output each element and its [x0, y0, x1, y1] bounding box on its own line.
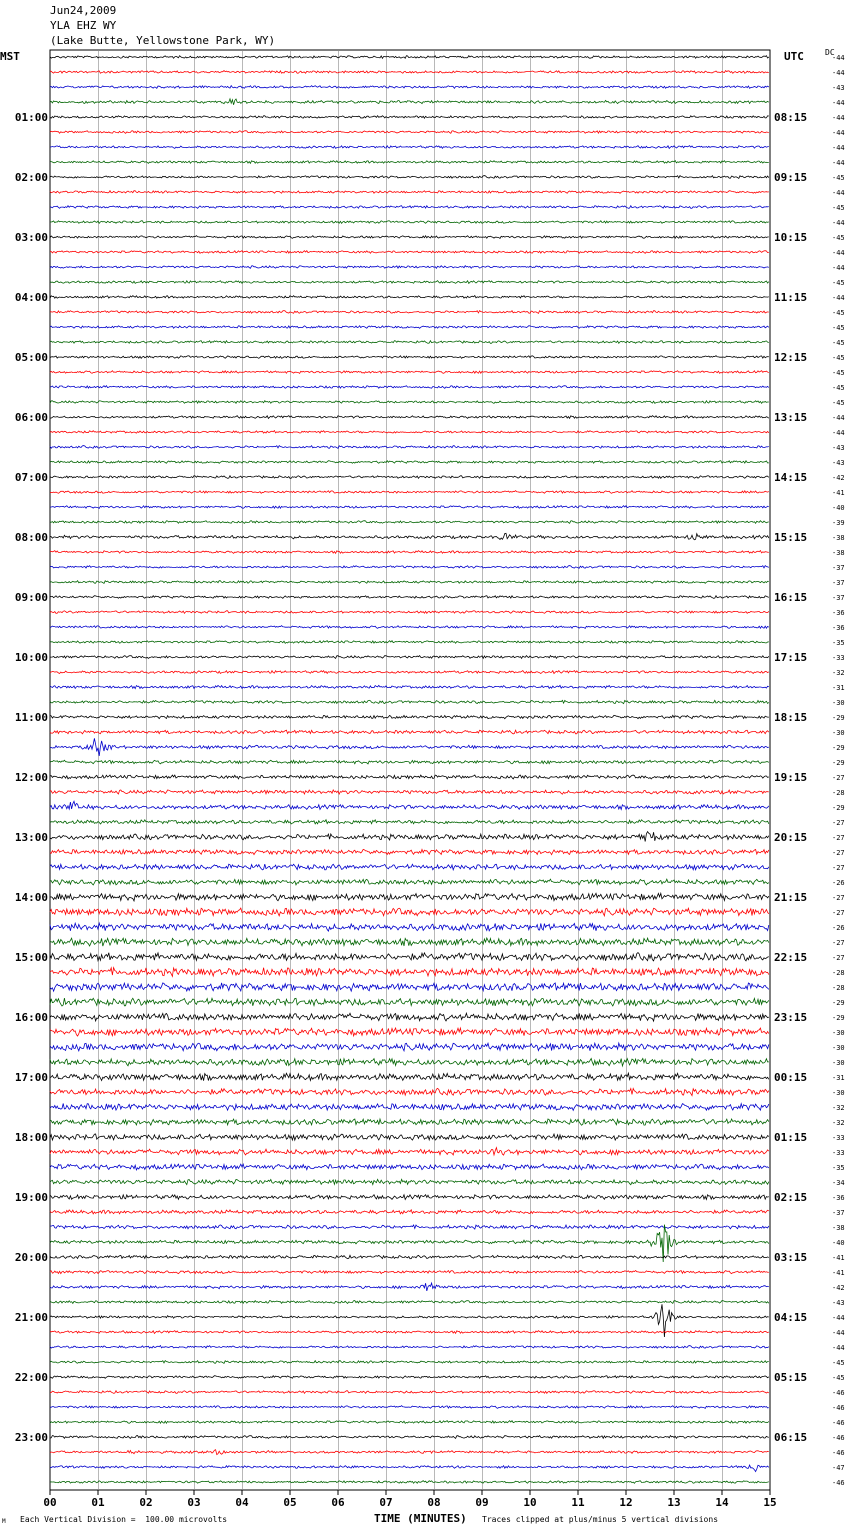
dc-offset-label: -31 [832, 684, 845, 692]
mst-hour-label: 19:00 [14, 1191, 48, 1204]
utc-hour-label: 15:15 [774, 531, 808, 544]
trace-line [50, 1406, 769, 1409]
trace-line [50, 801, 769, 809]
dc-offset-label: -36 [832, 1194, 845, 1202]
trace-line [50, 56, 769, 59]
dc-offset-label: -32 [832, 1104, 845, 1112]
trace-line [50, 71, 769, 74]
trace-line [50, 521, 769, 524]
dc-offset-label: -27 [832, 909, 845, 917]
dc-offset-label: -44 [832, 264, 845, 272]
mst-hour-label: 13:00 [14, 831, 48, 844]
mst-hour-label: 06:00 [14, 411, 48, 424]
trace-line [50, 1465, 769, 1472]
trace-line [50, 775, 769, 779]
dc-offset-label: -32 [832, 669, 845, 677]
dc-offset-label: -33 [832, 1134, 845, 1142]
trace-line [50, 760, 769, 764]
dc-offset-label: -43 [832, 444, 845, 452]
dc-offset-label: -40 [832, 1239, 845, 1247]
trace-line [50, 86, 769, 89]
trace-line [50, 923, 769, 931]
utc-label: UTC [784, 50, 804, 63]
dc-offset-label: -47 [832, 1464, 845, 1472]
dc-offset-label: -44 [832, 189, 845, 197]
dc-offset-label: -26 [832, 879, 845, 887]
trace-line [50, 431, 769, 434]
dc-offset-label: -44 [832, 144, 845, 152]
trace-line [50, 401, 769, 404]
utc-hour-label: 04:15 [774, 1311, 808, 1324]
trace-line [50, 1481, 769, 1484]
dc-offset-label: -44 [832, 414, 845, 422]
mst-hour-label: 02:00 [14, 171, 48, 184]
trace-line [50, 715, 769, 718]
trace-line [50, 1436, 769, 1439]
mst-hour-label: 18:00 [14, 1131, 48, 1144]
trace-line [50, 968, 769, 977]
trace-line [50, 191, 769, 194]
utc-hour-label: 10:15 [774, 231, 808, 244]
dc-offset-label: -44 [832, 69, 845, 77]
dc-offset-label: -34 [832, 1179, 845, 1187]
dc-offset-label: -35 [832, 639, 845, 647]
mst-hour-label: 05:00 [14, 351, 48, 364]
x-tick-label: 08 [427, 1496, 441, 1509]
trace-line [50, 938, 769, 946]
mst-hour-label: 07:00 [14, 471, 48, 484]
trace-line [50, 1134, 769, 1140]
trace-line [50, 1391, 769, 1394]
trace-line [50, 1088, 769, 1095]
dc-offset-label: -30 [832, 1089, 845, 1097]
dc-offset-label: -46 [832, 1479, 845, 1487]
x-tick-label: 05 [283, 1496, 297, 1509]
trace-line [50, 1421, 769, 1424]
x-tick-label: 10 [523, 1496, 537, 1509]
scale-note: Each Vertical Division = 100.00 microvolts [20, 1515, 228, 1524]
dc-offset-label: -30 [832, 699, 845, 707]
trace-line [50, 1164, 769, 1170]
dc-offset-label: -44 [832, 1344, 845, 1352]
dc-offset-label: -29 [832, 714, 845, 722]
utc-hour-label: 14:15 [774, 471, 808, 484]
x-tick-label: 14 [715, 1496, 729, 1509]
utc-hour-label: 19:15 [774, 771, 808, 784]
dc-offset-label: -45 [832, 324, 845, 332]
dc-offset-label: -45 [832, 279, 845, 287]
mst-hour-label: 09:00 [14, 591, 48, 604]
trace-line [50, 416, 769, 419]
trace-line [50, 641, 769, 644]
dc-offset-label: -28 [832, 969, 845, 977]
dc-offset-label: -37 [832, 594, 845, 602]
dc-offset-label: -27 [832, 864, 845, 872]
trace-line [50, 176, 769, 179]
dc-offset-label: -38 [832, 549, 845, 557]
dc-offset-label: -27 [832, 894, 845, 902]
dc-offset-label: -38 [832, 1224, 845, 1232]
trace-line [50, 1255, 769, 1258]
utc-hour-label: 23:15 [774, 1011, 808, 1024]
dc-offset-label: -46 [832, 1449, 845, 1457]
trace-line [50, 671, 769, 674]
dc-label: DC [825, 48, 835, 57]
dc-offset-label: -37 [832, 1209, 845, 1217]
trace-line [50, 266, 769, 269]
trace-line [50, 1195, 769, 1200]
utc-hour-label: 03:15 [774, 1251, 808, 1264]
trace-line [50, 251, 769, 254]
trace-line [50, 832, 769, 842]
x-tick-label: 07 [379, 1496, 393, 1509]
trace-line [50, 491, 769, 494]
mst-hour-label: 23:00 [14, 1431, 48, 1444]
x-tick-label: 04 [235, 1496, 249, 1509]
dc-offset-label: -42 [832, 474, 845, 482]
mst-hour-label: 01:00 [14, 111, 48, 124]
mst-hour-label: 08:00 [14, 531, 48, 544]
trace-line [50, 820, 769, 824]
dc-offset-label: -28 [832, 789, 845, 797]
mst-hour-label: 16:00 [14, 1011, 48, 1024]
trace-line [50, 1028, 769, 1036]
trace-line [50, 461, 769, 464]
mst-hour-label: 15:00 [14, 951, 48, 964]
trace-line [50, 1283, 769, 1291]
trace-line [50, 626, 769, 629]
dc-offset-label: -46 [832, 1419, 845, 1427]
trace-line [50, 656, 769, 659]
trace-line [50, 611, 769, 614]
trace-line [50, 311, 769, 314]
trace-line [50, 738, 769, 756]
trace-line [50, 1376, 769, 1379]
trace-line [50, 1013, 769, 1021]
dc-offset-label: -44 [832, 54, 845, 62]
dc-offset-label: -27 [832, 834, 845, 842]
utc-hour-label: 08:15 [774, 111, 808, 124]
trace-line [50, 893, 769, 901]
dc-offset-label: -32 [832, 1119, 845, 1127]
trace-line [50, 221, 769, 224]
mst-hour-label: 17:00 [14, 1071, 48, 1084]
dc-offset-label: -39 [832, 519, 845, 527]
x-tick-label: 15 [763, 1496, 777, 1509]
trace-line [50, 116, 769, 119]
dc-offset-label: -45 [832, 384, 845, 392]
x-tick-label: 13 [667, 1496, 681, 1509]
dc-offset-label: -45 [832, 354, 845, 362]
dc-offset-label: -33 [832, 654, 845, 662]
trace-line [50, 506, 769, 509]
x-tick-label: 01 [91, 1496, 105, 1509]
dc-offset-label: -45 [832, 234, 845, 242]
trace-line [50, 849, 769, 854]
dc-offset-label: -29 [832, 759, 845, 767]
trace-line [50, 131, 769, 134]
header-location: (Lake Butte, Yellowstone Park, WY) [50, 34, 276, 47]
trace-line [50, 146, 769, 149]
x-tick-label: 03 [187, 1496, 201, 1509]
trace-line [50, 1043, 769, 1051]
trace-line [50, 206, 769, 209]
utc-hour-label: 20:15 [774, 831, 808, 844]
dc-offset-label: -46 [832, 1434, 845, 1442]
dc-offset-label: -29 [832, 1014, 845, 1022]
trace-line [50, 566, 769, 569]
dc-offset-label: -44 [832, 249, 845, 257]
dc-offset-label: -46 [832, 1389, 845, 1397]
trace-line [50, 953, 769, 961]
dc-offset-label: -42 [832, 1284, 845, 1292]
trace-line [50, 1104, 769, 1111]
dc-offset-label: -44 [832, 159, 845, 167]
trace-line [50, 551, 769, 554]
dc-offset-label: -41 [832, 489, 845, 497]
dc-offset-label: -43 [832, 1299, 845, 1307]
mst-hour-label: 20:00 [14, 1251, 48, 1264]
dc-offset-label: -27 [832, 849, 845, 857]
dc-offset-label: -30 [832, 1044, 845, 1052]
trace-line [50, 685, 769, 688]
trace-line [50, 386, 769, 389]
dc-offset-label: -41 [832, 1254, 845, 1262]
mst-hour-label: 12:00 [14, 771, 48, 784]
x-tick-label: 02 [139, 1496, 153, 1509]
mst-hour-label: 04:00 [14, 291, 48, 304]
x-tick-label: 00 [43, 1496, 57, 1509]
dc-offset-label: -46 [832, 1404, 845, 1412]
dc-offset-label: -44 [832, 429, 845, 437]
dc-offset-label: -28 [832, 984, 845, 992]
trace-line [50, 446, 769, 449]
mst-hour-label: 22:00 [14, 1371, 48, 1384]
trace-line [50, 533, 769, 540]
dc-offset-label: -45 [832, 369, 845, 377]
dc-offset-label: -30 [832, 729, 845, 737]
dc-offset-label: -45 [832, 204, 845, 212]
dc-offset-label: -27 [832, 819, 845, 827]
trace-line [50, 879, 769, 885]
dc-offset-label: -27 [832, 939, 845, 947]
mst-hour-label: 03:00 [14, 231, 48, 244]
mst-label: MST [0, 50, 20, 63]
dc-offset-label: -43 [832, 84, 845, 92]
utc-hour-label: 01:15 [774, 1131, 808, 1144]
trace-line [50, 1210, 769, 1214]
utc-hour-label: 06:15 [774, 1431, 808, 1444]
clip-note: Traces clipped at plus/minus 5 vertical divisions [482, 1515, 719, 1524]
utc-hour-label: 22:15 [774, 951, 808, 964]
trace-line [50, 790, 769, 794]
utc-hour-label: 11:15 [774, 291, 808, 304]
trace-line [50, 356, 769, 359]
dc-offset-label: -40 [832, 504, 845, 512]
dc-offset-label: -29 [832, 999, 845, 1007]
dc-offset-label: -41 [832, 1269, 845, 1277]
dc-offset-label: -44 [832, 219, 845, 227]
mst-hour-label: 10:00 [14, 651, 48, 664]
utc-hour-label: 05:15 [774, 1371, 808, 1384]
dc-offset-label: -30 [832, 1059, 845, 1067]
trace-line [50, 99, 769, 105]
trace-line [50, 371, 769, 374]
trace-line [50, 1301, 769, 1304]
dc-offset-label: -36 [832, 624, 845, 632]
trace-line [50, 296, 769, 299]
dc-offset-label: -29 [832, 744, 845, 752]
utc-hour-label: 00:15 [774, 1071, 808, 1084]
trace-line [50, 476, 769, 479]
dc-offset-label: -45 [832, 309, 845, 317]
trace-line [50, 1271, 769, 1274]
trace-line [50, 236, 769, 239]
footer-mark: M [2, 1518, 6, 1525]
trace-line [50, 1361, 769, 1364]
dc-offset-label: -44 [832, 114, 845, 122]
dc-offset-label: -31 [832, 1074, 845, 1082]
trace-line [50, 1225, 769, 1229]
trace-line [50, 1073, 769, 1081]
trace-line [50, 1119, 769, 1125]
mst-hour-label: 14:00 [14, 891, 48, 904]
dc-offset-label: -45 [832, 1359, 845, 1367]
trace-line [50, 326, 769, 329]
trace-line [50, 998, 769, 1006]
dc-offset-label: -45 [832, 339, 845, 347]
utc-hour-label: 16:15 [774, 591, 808, 604]
dc-offset-label: -45 [832, 1374, 845, 1382]
trace-line [50, 1331, 769, 1334]
trace-line [50, 864, 769, 870]
header-date: Jun24,2009 [50, 4, 117, 17]
header-station: YLA EHZ WY [50, 19, 117, 32]
dc-offset-label: -35 [832, 1164, 845, 1172]
trace-line [50, 908, 769, 916]
utc-hour-label: 09:15 [774, 171, 808, 184]
dc-offset-label: -44 [832, 1314, 845, 1322]
dc-offset-label: -30 [832, 1029, 845, 1037]
dc-offset-label: -44 [832, 294, 845, 302]
dc-offset-label: -27 [832, 954, 845, 962]
dc-offset-label: -45 [832, 174, 845, 182]
dc-offset-label: -26 [832, 924, 845, 932]
dc-offset-label: -37 [832, 564, 845, 572]
trace-line [50, 983, 769, 991]
utc-hour-label: 21:15 [774, 891, 808, 904]
x-tick-label: 06 [331, 1496, 345, 1509]
mst-hour-label: 21:00 [14, 1311, 48, 1324]
xaxis-title: TIME (MINUTES) [374, 1512, 467, 1525]
x-tick-label: 12 [619, 1496, 633, 1509]
utc-hour-label: 18:15 [774, 711, 808, 724]
x-tick-label: 11 [571, 1496, 585, 1509]
mst-hour-label: 11:00 [14, 711, 48, 724]
dc-offset-label: -38 [832, 534, 845, 542]
trace-line [50, 281, 769, 284]
dc-offset-label: -45 [832, 399, 845, 407]
dc-offset-label: -44 [832, 1329, 845, 1337]
dc-offset-label: -29 [832, 804, 845, 812]
trace-line [50, 1059, 769, 1066]
plot-frame [50, 50, 770, 1490]
dc-offset-label: -44 [832, 99, 845, 107]
dc-offset-label: -37 [832, 579, 845, 587]
trace-line [50, 1148, 769, 1156]
dc-offset-label: -44 [832, 129, 845, 137]
dc-offset-label: -27 [832, 774, 845, 782]
utc-hour-label: 13:15 [774, 411, 808, 424]
trace-line [50, 730, 769, 734]
trace-line [50, 700, 769, 703]
trace-line [50, 1450, 769, 1455]
dc-offset-label: -43 [832, 459, 845, 467]
trace-line [50, 161, 769, 164]
dc-offset-label: -33 [832, 1149, 845, 1157]
utc-hour-label: 02:15 [774, 1191, 808, 1204]
utc-hour-label: 17:15 [774, 651, 808, 664]
trace-line [50, 596, 769, 599]
dc-offset-label: -36 [832, 609, 845, 617]
utc-hour-label: 12:15 [774, 351, 808, 364]
trace-line [50, 1179, 769, 1184]
x-tick-label: 09 [475, 1496, 489, 1509]
trace-line [50, 1346, 769, 1349]
trace-line [50, 341, 769, 344]
trace-line [50, 581, 769, 584]
